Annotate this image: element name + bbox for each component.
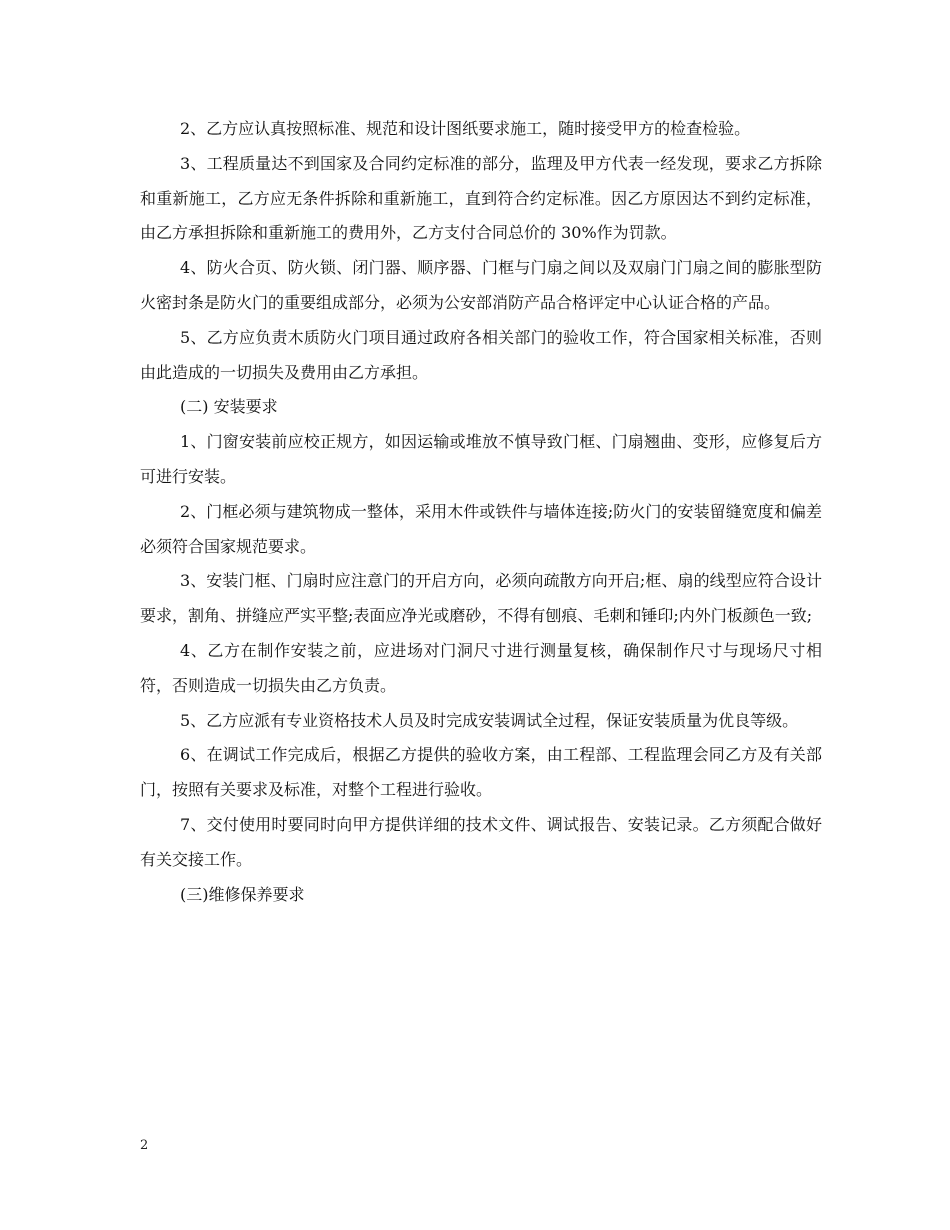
page-number: 2: [140, 1138, 149, 1153]
section-heading-maintenance: (三)维修保养要求: [180, 884, 305, 904]
paragraph-acceptance-work: 5、乙方应负责木质防火门项目通过政府各相关部门的验收工作，符合国家相关标准，否则由此造成的一切损失及费用由乙方承担。: [140, 327, 822, 382]
section-heading-installation: (二) 安装要求: [180, 397, 278, 417]
document-body: [140, 112, 822, 912]
paragraph-quality-inspection: 2、乙方应认真按照标准、规范和设计图纸要求施工，随时接受甲方的检查检验。: [180, 119, 751, 138]
paragraph-install-correction: 1、门窗安装前应校正规方，如因运输或堆放不慎导致门框、门扇翘曲、变形，应修复后方可进行安装。: [140, 432, 822, 486]
paragraph-opening-direction: 3、安装门框、门扇时应注意门的开启方向，必须向疏散方向开启;框、扇的线型应符合设计要求，割角、拼缝应严实平整;表面应净光或磨砂，不得有刨痕、毛刺和锤印;内外门板颜色一致;: [140, 571, 822, 626]
paragraph-quality-penalty: 3、工程质量达不到国家及合同约定标准的部分，监理及甲方代表一经发现，要求乙方拆除和重新施工，乙方应无条件拆除和重新施工，直到符合约定标准。因乙方原因达不到约定标准，由乙方承担拆除和重新施工的费用外，乙方支付合同总价的 30%作为罚款。: [140, 153, 822, 243]
paragraph-commissioning: 5、乙方应派有专业资格技术人员及时完成安装调试全过程，保证安装质量为优良等级。: [180, 710, 799, 730]
paragraph-fire-hardware: 4、防火合页、防火锁、闭门器、顺序器、门框与门扇之间以及双扇门门扇之间的膨胀型防火密封条是防火门的重要组成部分，必须为公安部消防产品合格评定中心认证合格的产品。: [140, 258, 822, 312]
paragraph-frame-connection: 2、门框必须与建筑物成一整体，采用木件或铁件与墙体连接;防火门的安装留缝宽度和偏差必须符合国家规范要求。: [140, 501, 822, 556]
paragraph-project-acceptance: 6、在调试工作完成后，根据乙方提供的验收方案，由工程部、工程监理会同乙方及有关部门，按照有关要求及标准，对整个工程进行验收。: [140, 745, 822, 800]
paragraph-measurement-check: 4、乙方在制作安装之前，应进场对门洞尺寸进行测量复核，确保制作尺寸与现场尺寸相符，否则造成一切损失由乙方负责。: [140, 640, 822, 695]
paragraph-handover: 7、交付使用时要同时向甲方提供详细的技术文件、调试报告、安装记录。乙方须配合做好有关交接工作。: [140, 814, 822, 869]
